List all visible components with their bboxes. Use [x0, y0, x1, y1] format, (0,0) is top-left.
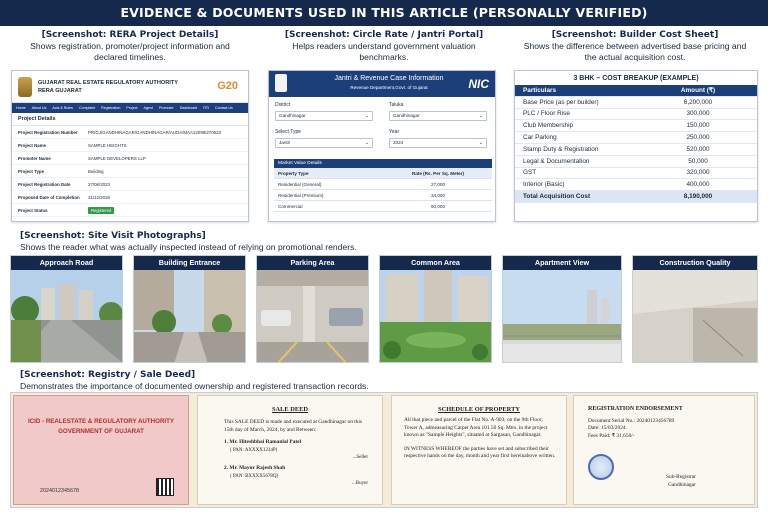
amount: 50,000 [688, 157, 708, 165]
rera-screenshot [11, 70, 249, 222]
particular: Stamp Duty & Registration [523, 145, 599, 153]
row-label: Project Name [18, 142, 47, 148]
district-value: Gandhinagar [279, 113, 306, 118]
jantri-title: Jantri & Revenue Case Information [334, 75, 444, 82]
site-heading: [Screenshot: Site Visit Photographs] [20, 231, 206, 241]
page-banner: EVIDENCE & DOCUMENTS USED IN THIS ARTICLE (PERSONALLY VERIFIED) [0, 0, 768, 26]
cost-heading: [Screenshot: Builder Cost Sheet] [551, 30, 719, 40]
apartment-view-photo [503, 270, 622, 363]
nic-logo: NIC [468, 77, 489, 91]
table-row [12, 139, 248, 152]
photo-caption: Apartment View [503, 256, 621, 270]
rate-value: 60,000 [430, 203, 446, 209]
nav-promoter[interactable]: Promoter [158, 106, 174, 110]
registry-description: Demonstrates the importance of documented ownership and registered transaction records. [20, 381, 369, 391]
nav-dashboard[interactable]: Dashboard [179, 106, 198, 110]
market-value-table [274, 159, 492, 212]
sale-deed-page [197, 395, 383, 505]
table-row [12, 191, 248, 204]
district-select[interactable] [275, 111, 373, 121]
table-row [12, 204, 248, 217]
market-value-title: Market Value Details [274, 159, 492, 168]
row-value: PR/GJ/GANDHINAGAR/GANDHINAGAR/AUDA/MAA12098/270623 [88, 129, 221, 135]
rera-header [12, 71, 248, 103]
schedule-text: All that piece and parcel of the Flat No. A-903, on the 9th Floor, Tower A, admeasuring Carpet Area 101.50 Sq. Mtrs. in the project known as "Sample Heights", situated at Sargasan, Gandhinagar. [404, 417, 548, 439]
photo-caption: Approach Road [11, 256, 122, 270]
total-amount: 8,190,000 [683, 193, 713, 201]
stamp-paper [13, 395, 189, 505]
taluka-value: Gandhinagar [393, 113, 420, 118]
witness-text: IN WITNESS WHEREOF the parties have set and subscribed their respective hands on the day, month and year first hereinabove written. [404, 445, 556, 460]
property-type: Commercial [278, 203, 303, 209]
g20-logo: G20 [217, 80, 238, 92]
rera-heading: [Screenshot: RERA Project Details] [41, 30, 219, 40]
type-select[interactable] [275, 138, 373, 148]
total-label: Total Acquisition Cost [523, 193, 591, 201]
table-row [12, 165, 248, 178]
rera-description: Shows registration, promoter/project information and declared timelines. [30, 41, 230, 62]
particular: Car Parking [523, 134, 557, 142]
col-header: Particulars [523, 86, 557, 94]
photo-caption: Parking Area [257, 256, 368, 270]
property-type: Residential (Premium) [278, 192, 324, 198]
particular: Legal & Documentation [523, 157, 590, 165]
jantri-header [269, 71, 495, 97]
parking-photo [257, 270, 369, 363]
nav-acts[interactable]: Acts & Rules [52, 106, 73, 110]
sale-deed-title: SALE DEED [271, 406, 309, 413]
table-row [515, 179, 757, 191]
amount: 300,000 [686, 110, 710, 118]
chevron-down-icon: ⌄ [478, 140, 483, 146]
photo-caption: Construction Quality [633, 256, 757, 270]
seller-pan: ( PAN: AXXXX1234P) [230, 447, 278, 453]
row-label: Project Registration Date [18, 181, 71, 187]
row-label: Promoter Name [18, 155, 51, 161]
endorsement-title: REGISTRATION ENDORSEMENT [588, 406, 683, 412]
chevron-down-icon: ⌄ [364, 140, 369, 146]
rate-value: 34,000 [430, 192, 446, 198]
row-label: Project Status [18, 207, 48, 213]
registry-documents [10, 392, 758, 508]
jantri-screenshot [268, 70, 496, 222]
seller-name: 1. Mr. Hiteshbhai Ramanlal Patel [224, 439, 302, 446]
table-row [515, 120, 757, 132]
type-value: Jantri [279, 140, 291, 145]
nav-project[interactable]: Project [126, 106, 138, 110]
rera-title: GUJARAT REAL ESTATE REGULATORY AUTHORITY [38, 79, 178, 86]
col-header: Property Type [278, 170, 309, 176]
row-value: SAMPLE DEVELOPERS LLP [88, 155, 146, 161]
amount: 400,000 [686, 181, 710, 189]
nav-complaint[interactable]: Complaint [78, 106, 96, 110]
state-emblem-icon [18, 77, 32, 97]
type-label: Select Type [275, 129, 302, 135]
road-photo [11, 270, 123, 363]
table-row [12, 126, 248, 139]
row-label: Project Registration Number [18, 129, 78, 135]
photo-caption: Building Entrance [134, 256, 245, 270]
row-value: SAMPLE HEIGHTS [88, 142, 127, 148]
jantri-description: Helps readers understand government valuation benchmarks. [292, 41, 476, 62]
table-row [515, 156, 757, 168]
col-header: Rate (Rs. Per Sq. Meter) [411, 170, 465, 176]
table-row [274, 179, 492, 190]
year-value: 2024 [393, 140, 404, 145]
nav-rti[interactable]: RTI [203, 106, 210, 110]
nav-registration[interactable]: Registration [101, 106, 121, 110]
particular: Interior (Basic) [523, 181, 565, 189]
sub-registrar-office: Gandhinagar [668, 482, 696, 488]
row-value: 27/06/2023 [88, 181, 110, 187]
col-header: Amount (₹) [680, 87, 716, 95]
total-row [515, 191, 757, 203]
buyer-pan: ( PAN: BXXXX5678Q) [230, 473, 279, 479]
cost-sheet-title: 3 BHK – COST BREAKUP (EXAMPLE) [573, 75, 699, 82]
nav-about[interactable]: About Us [31, 106, 47, 110]
row-value: 31/12/2026 [88, 194, 110, 200]
construction-photo [633, 270, 758, 363]
chevron-down-icon: ⌄ [478, 113, 483, 119]
photo-caption: Common Area [380, 256, 491, 270]
seal-icon [588, 454, 614, 480]
row-label: Project Type [18, 168, 45, 174]
property-type: Residential (General) [278, 181, 322, 187]
jantri-subtitle: Revenue Department,Govt. of Gujarat [350, 85, 428, 90]
table-row [12, 178, 248, 191]
photo-common-area [379, 255, 492, 363]
nav-agent[interactable]: Agent [143, 106, 153, 110]
amount: 250,000 [686, 134, 710, 142]
stamp-government: GOVERNMENT OF GUJARAT [58, 428, 144, 435]
document-serial: Document Serial No.: 20240123456789 [588, 417, 675, 424]
photo-approach-road [10, 255, 123, 363]
common-area-photo [380, 270, 492, 363]
entrance-photo [134, 270, 246, 363]
district-label: District [275, 102, 291, 108]
endorsement-page [573, 395, 755, 505]
nav-contact[interactable]: Contact Us [215, 106, 233, 110]
particular: GST [523, 169, 537, 177]
particular: PLC / Floor Rise [523, 110, 570, 118]
cost-description: Shows the difference between advertised base pricing and the actual acquisition cost. [523, 41, 747, 62]
rate-value: 27,000 [430, 181, 446, 187]
project-details-title: Project Details [12, 113, 248, 126]
taluka-select[interactable] [389, 111, 487, 121]
schedule-page [391, 395, 567, 505]
schedule-title: SCHEDULE OF PROPERTY [438, 406, 520, 413]
amount: 520,000 [686, 145, 710, 153]
table-row [274, 190, 492, 201]
rera-subtitle: RERA GUJARAT [38, 87, 82, 94]
table-row [12, 152, 248, 165]
amount: 320,000 [686, 169, 710, 177]
stamp-serial: 2024012345678 [40, 488, 79, 494]
amount: 6,200,000 [683, 98, 713, 106]
stamp-authority: ICID - REALESTATE & REGULATORY AUTHORITY [27, 418, 175, 425]
row-label: Proposed Date of Completion [18, 194, 80, 200]
registry-heading: [Screenshot: Registry / Sale Deed] [20, 370, 196, 380]
table-row [515, 168, 757, 180]
taluka-label: Taluka [389, 102, 404, 108]
photo-building-entrance [133, 255, 246, 363]
table-row [515, 97, 757, 109]
jantri-heading: [Screenshot: Circle Rate / Jantri Portal] [284, 30, 484, 40]
fees-paid: Fees Paid: ₹ 31,650/- [588, 432, 635, 439]
state-emblem-icon [275, 74, 287, 92]
rera-nav [12, 103, 248, 113]
particular: Club Membership [523, 122, 574, 130]
photo-parking-area [256, 255, 369, 363]
qr-code-icon [156, 478, 174, 496]
table-header [515, 85, 757, 97]
sub-registrar-title: Sub-Registrar [666, 474, 696, 480]
row-value: Building [88, 168, 104, 174]
sale-deed-intro: This SALE DEED is made and executed at Gandhinagar on this 15th day of March, 2024, by and Between: [224, 419, 363, 433]
buyer-role: ...Buyer [352, 481, 368, 487]
nav-home[interactable]: Home [16, 106, 26, 110]
buyer-name: 2. Mr. Mayur Rajesh Shah [224, 464, 286, 471]
site-description: Shows the reader what was actually inspected instead of relying on promotional renders. [20, 242, 357, 252]
status-badge: Registered [88, 207, 114, 214]
cost-sheet-screenshot [514, 70, 758, 222]
chevron-down-icon: ⌄ [364, 113, 369, 119]
table-row [515, 132, 757, 144]
amount: 150,000 [686, 122, 710, 130]
table-row [515, 109, 757, 121]
particular: Base Price (as per builder) [523, 98, 599, 106]
seller-role: ...Seller [352, 455, 368, 461]
registration-date: Date: 15/03/2024 [588, 425, 626, 432]
table-row [515, 144, 757, 156]
table-row [274, 201, 492, 212]
photo-apartment-view [502, 255, 622, 363]
photo-construction-quality [632, 255, 758, 363]
table-header [274, 168, 492, 179]
year-label: Year [389, 129, 400, 135]
year-select[interactable] [389, 138, 487, 148]
